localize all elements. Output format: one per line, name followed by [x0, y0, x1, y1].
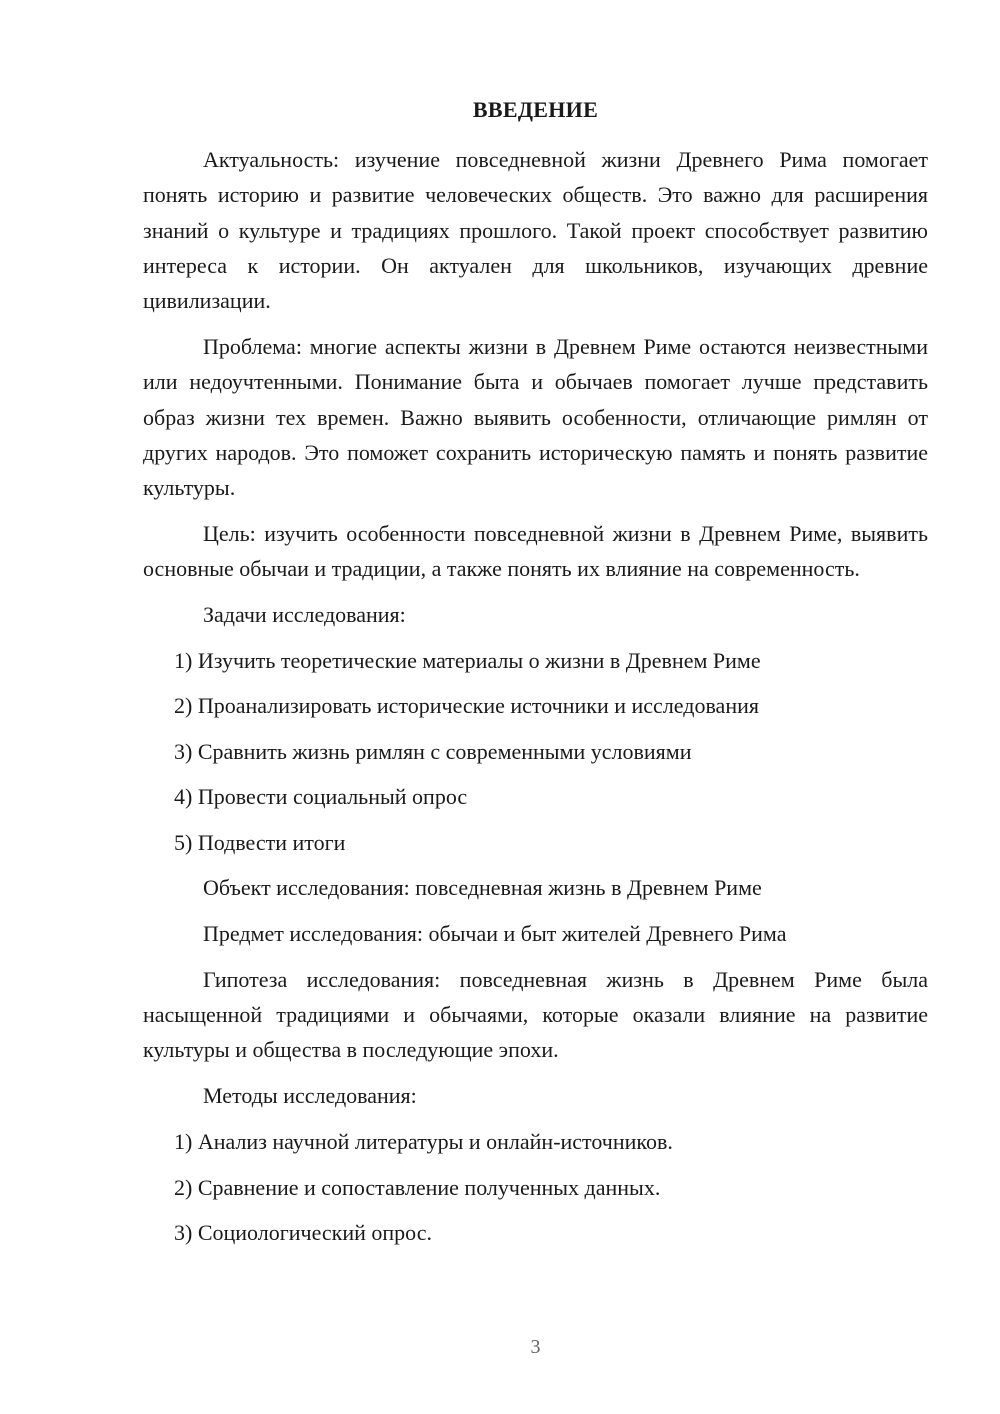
list-item: 5) Подвести итоги [174, 829, 346, 855]
document-page [143, 0, 928, 1414]
list-item: 3) Социологический опрос. [174, 1220, 432, 1246]
problem-paragraph: Проблема: многие аспекты жизни в Древнем Риме остаются неизвестными или недоучтенными. Понимание быта и обычаев помогает лучше представить образ жизни тех времен. Важно выявить особенности, отличающие римлян от других народов. Это поможет сохранить историческую память и понять развитие культуры. [143, 333, 928, 501]
list-item: 1) Изучить теоретические материалы о жизни в Древнем Риме [174, 647, 761, 673]
page-title: ВВЕДЕНИЕ [472, 97, 599, 122]
list-item: 3) Сравнить жизнь римлян с современными условиями [174, 738, 692, 764]
document-body [143, 142, 928, 1261]
list-item: 2) Проанализировать исторические источники и исследования [174, 693, 759, 719]
tasks-list [143, 643, 928, 860]
list-item: 2) Сравнение и сопоставление полученных данных. [174, 1174, 661, 1200]
goal-paragraph: Цель: изучить особенности повседневной жизни в Древнем Риме, выявить основные обычаи и традиции, а также понять их влияние на современность. [143, 520, 928, 582]
hypothesis-paragraph: Гипотеза исследования: повседневная жизнь в Древнем Риме была насыщенной традициями и обычаями, которые оказали влияние на развитие культуры и общества в последующие эпохи. [143, 966, 928, 1063]
subject-paragraph: Предмет исследования: обычаи и быт жителей Древнего Рима [203, 921, 787, 947]
tasks-heading: Задачи исследования: [203, 602, 406, 628]
methods-list [143, 1124, 928, 1250]
list-item: 4) Провести социальный опрос [174, 784, 468, 810]
methods-heading: Методы исследования: [203, 1083, 417, 1109]
object-paragraph: Объект исследования: повседневная жизнь в Древнем Риме [203, 875, 762, 901]
relevance-paragraph: Актуальность: изучение повседневной жизни Древнего Рима помогает понять историю и развитие человеческих обществ. Это важно для расширения знаний о культуре и традициях прошлого. Такой проект способствует развитию интереса к истории. Он актуален для школьников, изучающих древние цивилизации. [143, 147, 928, 314]
page-number: 3 [530, 1336, 541, 1358]
list-item: 1) Анализ научной литературы и онлайн-источников. [174, 1129, 673, 1155]
